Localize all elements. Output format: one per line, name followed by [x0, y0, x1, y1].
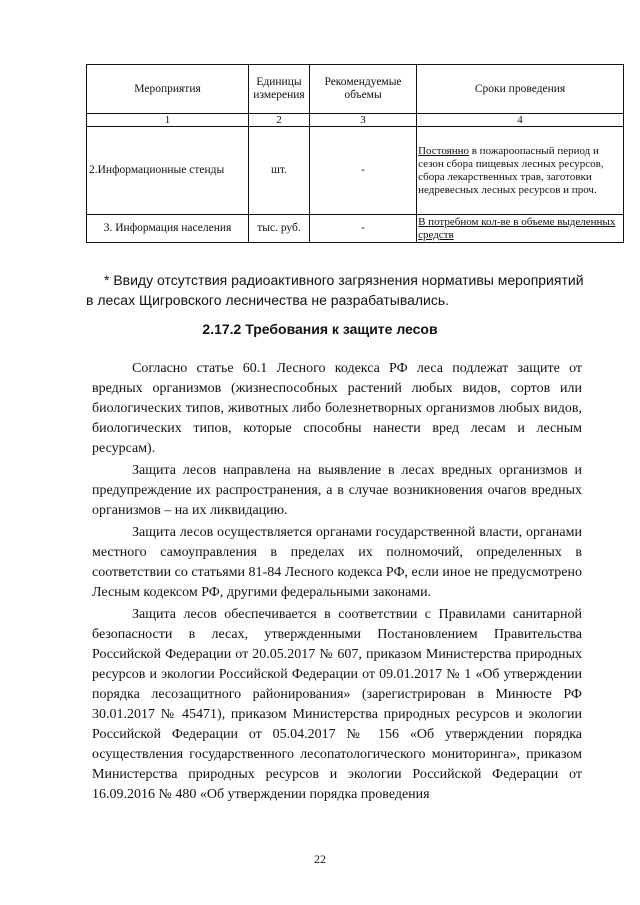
header-units: Единицы измерения [249, 65, 310, 114]
table-row [87, 215, 624, 243]
paragraph: Защита лесов направлена на выявление в лесах вредных организмов и предупреждение их распространения, а в случае возникновения очагов вредных организмов – на их ликвидацию. [92, 463, 582, 518]
table-row [87, 127, 624, 215]
terms-text: в пожароопасный период и сезон сбора пищевых лесных ресурсов, сбора лекарственных трав, заготовки недревесных лесных ресурсов и проч. [418, 144, 604, 196]
page-number: 22 [314, 852, 326, 866]
volume-cell: - [309, 127, 416, 215]
column-number-row [87, 114, 624, 127]
header-activities: Мероприятия [87, 65, 249, 114]
footnote [86, 270, 586, 310]
activity-cell: 3. Информация населения [87, 215, 249, 243]
paragraph: Согласно статье 60.1 Лесного кодекса РФ леса подлежат защите от вредных организмов (жизнеспособных растений любых видов, сортов или биологических типов, животных либо болезнетворных организмов любых видов, биологических типов, которые способны нанести вред лесам и лесным ресурсам). [92, 361, 582, 456]
table-header-row [87, 65, 624, 114]
volume-cell: - [309, 215, 416, 243]
header-volumes: Рекомендуемые объемы [309, 65, 416, 114]
footnote-line: в лесах Щигровского лесничества не разрабатывались. [86, 292, 450, 308]
section-title: 2.17.2 Требования к защите лесов [202, 321, 438, 337]
paragraph: Защита лесов обеспечивается в соответствии с Правилами санитарной безопасности в лесах, утвержденными Постановлением Правительства Российской Федерации от 20.05.2017 № 607, приказом Министерства природных ресурсов и экологии Российской Федерации от 09.01.2017 № 1 «Об утверждении порядка лесозащитного районирования» (зарегистрирован в Минюсте РФ 30.01.2017 № 45471), приказом Министерства природных ресурсов и экологии Российской Федерации от 05.04.2017 № 156 «Об утверждении порядка осуществления государственного лесопатологического мониторинга», приказом Министерства природных ресурсов и экологии Российской Федерации от 16.09.2016 № 480 «Об утверждении порядка проведения [92, 607, 582, 802]
activity-cell: 2.Информационные стенды [87, 127, 249, 215]
activities-table [86, 64, 624, 243]
terms-underlined: Постоянно [418, 144, 469, 157]
unit-cell: шт. [249, 127, 310, 215]
column-number: 2 [249, 114, 310, 127]
terms-cell [417, 127, 624, 215]
paragraph: Защита лесов осуществляется органами государственной власти, органами местного самоуправления в пределах их полномочий, определенных в соответствии со статьями 81-84 Лесного кодекса РФ, если иное не предусмотрено Лесным кодексом РФ, другими федеральными законами. [92, 525, 582, 600]
column-number: 3 [309, 114, 416, 127]
header-terms: Сроки проведения [417, 65, 624, 114]
body-text [92, 359, 582, 805]
column-number: 4 [417, 114, 624, 127]
terms-cell [417, 215, 624, 243]
unit-cell: тыс. руб. [249, 215, 310, 243]
footnote-line: * Ввиду отсутствия радиоактивного загрязнения нормативы мероприятий [104, 272, 584, 288]
column-number: 1 [87, 114, 249, 127]
terms-underlined: В потребном кол-ве в объеме выделенных средств [418, 215, 616, 241]
